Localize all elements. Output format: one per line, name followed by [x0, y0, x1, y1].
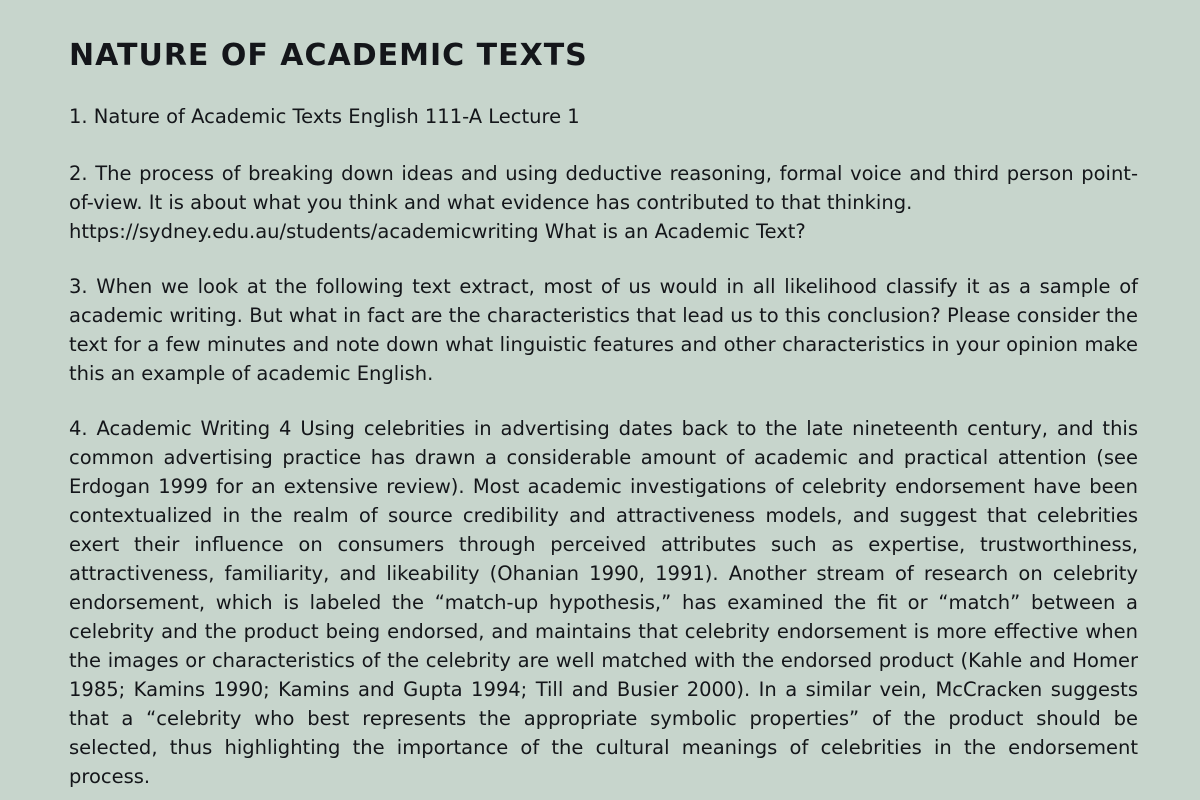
paragraph-4: 4. Academic Writing 4 Using celebrities in advertising dates back to the late nineteenth century, and this common advertising practice has drawn a considerable amount of academic and practical attention (see Erdogan 1999 for an extensive review). Most academic investigations of celebrity endorsement have been contextualized in the realm of source credibility and attractiveness models, and suggest that celebrities exert their influence on consumers through perceived attributes such as expertise, trustworthiness, attractiveness, familiarity, and likeability (Ohanian 1990, 1991). Another stream of research on celebrity endorsement, which is labeled the “match-up hypothesis,” has examined the fit or “match” between a celebrity and the product being endorsed, and maintains that celebrity endorsement is more effective when the images or characteristics of the celebrity are well matched with the endorsed product (Kahle and Homer 1985; Kamins 1990; Kamins and Gupta 1994; Till and Busier 2000). In a similar vein, McCracken suggests that a “celebrity who best represents the appropriate symbolic properties” of the product should be selected, thus highlighting the importance of the cultural meanings of celebrities in the endorsement process.: [69, 417, 1138, 788]
paragraph-2: [69, 159, 1138, 246]
paragraph-2-text: 2. The process of breaking down ideas and using deductive reasoning, formal voice and third person point-of-view. It is about what you think and what evidence has contributed to that thinking.: [69, 162, 1138, 214]
paragraph-3: 3. When we look at the following text extract, most of us would in all likelihood classify it as a sample of academic writing. But what in fact are the characteristics that lead us to this conclusion? Please consider the text for a few minutes and note down what linguistic features and other characteristics in your opinion make this an example of academic English.: [69, 275, 1138, 385]
slide-title: NATURE OF ACADEMIC TEXTS: [69, 38, 588, 73]
academic-writing-link[interactable]: https://sydney.edu.au/students/academicwriting What is an Academic Text?: [69, 220, 806, 243]
paragraph-1: 1. Nature of Academic Texts English 111-A Lecture 1: [69, 105, 580, 128]
